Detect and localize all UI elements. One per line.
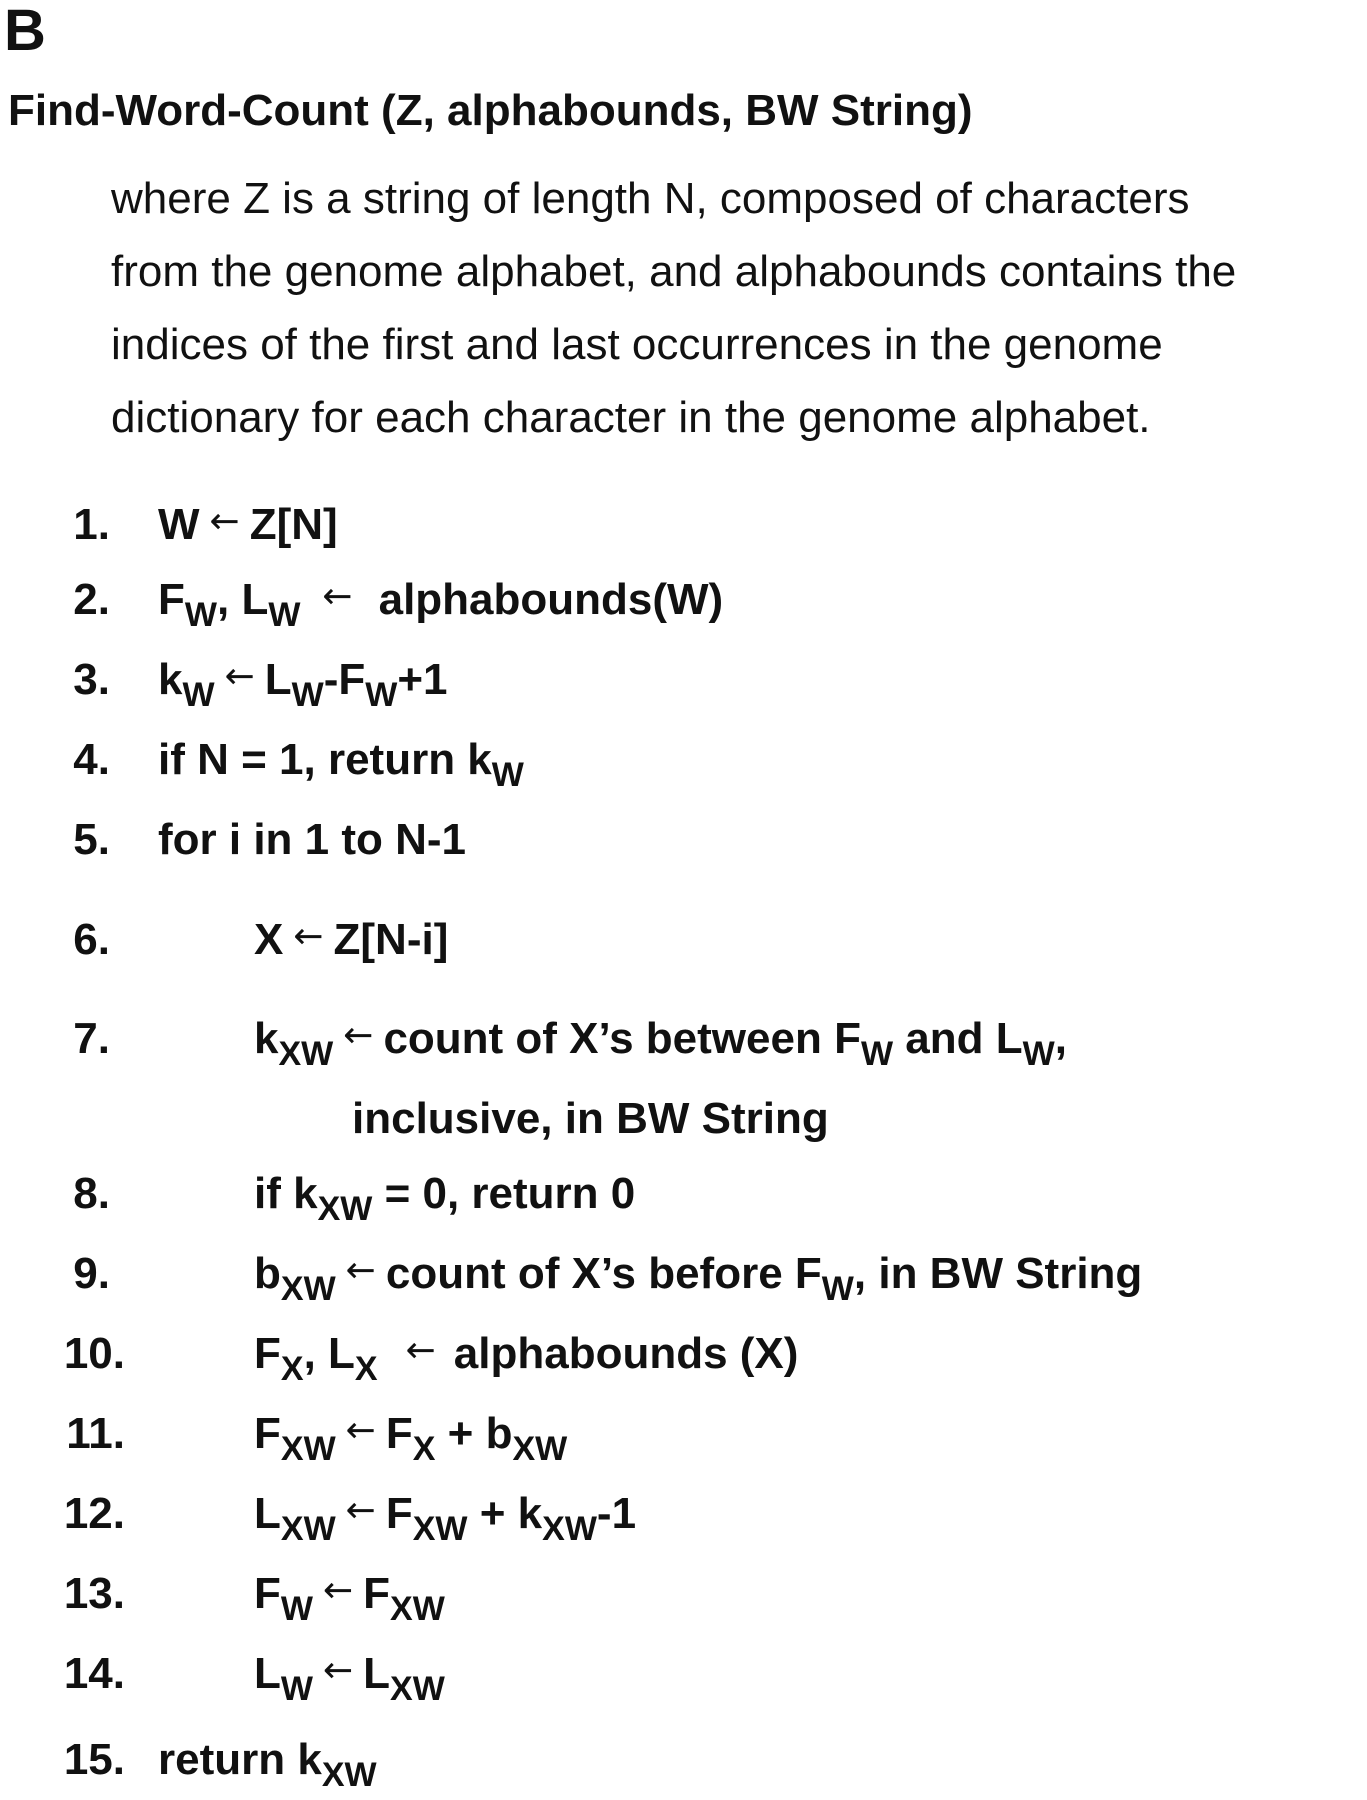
step-statement: $F_{XW}$ ← $F_X + b_{XW}$ [254, 1409, 568, 1468]
step-number: 10. [63, 1329, 125, 1378]
step-statement: return $k_{XW}$ [158, 1735, 377, 1794]
step-number: 1. [73, 500, 110, 549]
assign-arrow-icon: ← [343, 1015, 374, 1056]
step-statement: $L_{XW}$ ← $F_{XW} + k_{XW}-1$ [254, 1489, 637, 1548]
assign-arrow-icon: ← [345, 1490, 376, 1531]
step-statement: $k_{XW}$ ← count of X’s between $F_W$ and $L_W$, [254, 1014, 1067, 1073]
step-number: 8. [73, 1169, 110, 1218]
assign-arrow-icon: ← [322, 1650, 354, 1691]
panel-label: B [4, 0, 46, 63]
step-number: 3. [73, 655, 110, 704]
step-number: 2. [73, 575, 110, 624]
step-number: 14. [63, 1649, 125, 1698]
step-statement: $F_X$, $L_X$ ← alphabounds (X) [254, 1329, 799, 1388]
step-statement: $k_W$ ← $L_W-F_W+1$ [158, 655, 448, 714]
step-number: 6. [73, 915, 110, 964]
step-statement: $L_W$ ← $L_{XW}$ [254, 1649, 445, 1708]
step-number: 7. [73, 1014, 110, 1063]
step-number: 11. [66, 1409, 125, 1458]
assign-arrow-icon: ← [209, 501, 240, 542]
step-statement: $F_W$ ← $F_{XW}$ [254, 1569, 445, 1628]
procedure-description [111, 162, 1361, 454]
step-number: 9. [73, 1249, 110, 1298]
step-statement-continuation: inclusive, in BW String [352, 1094, 829, 1143]
step-number: 13. [63, 1569, 125, 1618]
assign-arrow-icon: ← [322, 576, 353, 617]
step-number: 12. [63, 1489, 125, 1538]
description-line: dictionary for each character in the genome alphabet. [111, 393, 1151, 442]
step-statement: X ← Z[N-i] [254, 915, 449, 964]
procedure-title: Find-Word-Count (Z, alphabounds, BW String) [8, 86, 973, 135]
assign-arrow-icon: ← [345, 1250, 376, 1291]
step-statement: if N = 1, return $k_W$ [158, 735, 524, 794]
assign-arrow-icon: ← [224, 656, 255, 697]
assign-arrow-icon: ← [405, 1330, 436, 1371]
step-statement: $F_W$, $L_W$ ← alphabounds(W) [158, 575, 724, 634]
assign-arrow-icon: ← [322, 1570, 354, 1611]
assign-arrow-icon: ← [293, 916, 324, 957]
step-statement: if $k_{XW} = 0$, return 0 [254, 1169, 636, 1228]
step-statement: for i in 1 to N-1 [158, 815, 466, 864]
step-number: 15. [63, 1735, 125, 1784]
step-statement: W ← Z[N] [158, 500, 338, 549]
assign-arrow-icon: ← [345, 1410, 376, 1451]
description-line: where Z is a string of length N, composed of characters [111, 174, 1190, 223]
step-statement: $b_{XW}$ ← count of X’s before $F_W$, in BW String [254, 1249, 1143, 1308]
step-number: 4. [73, 735, 110, 784]
description-line: indices of the first and last occurrences in the genome [111, 320, 1163, 369]
step-number: 5. [73, 815, 110, 864]
description-line: from the genome alphabet, and alphabounds contains the [111, 247, 1237, 296]
